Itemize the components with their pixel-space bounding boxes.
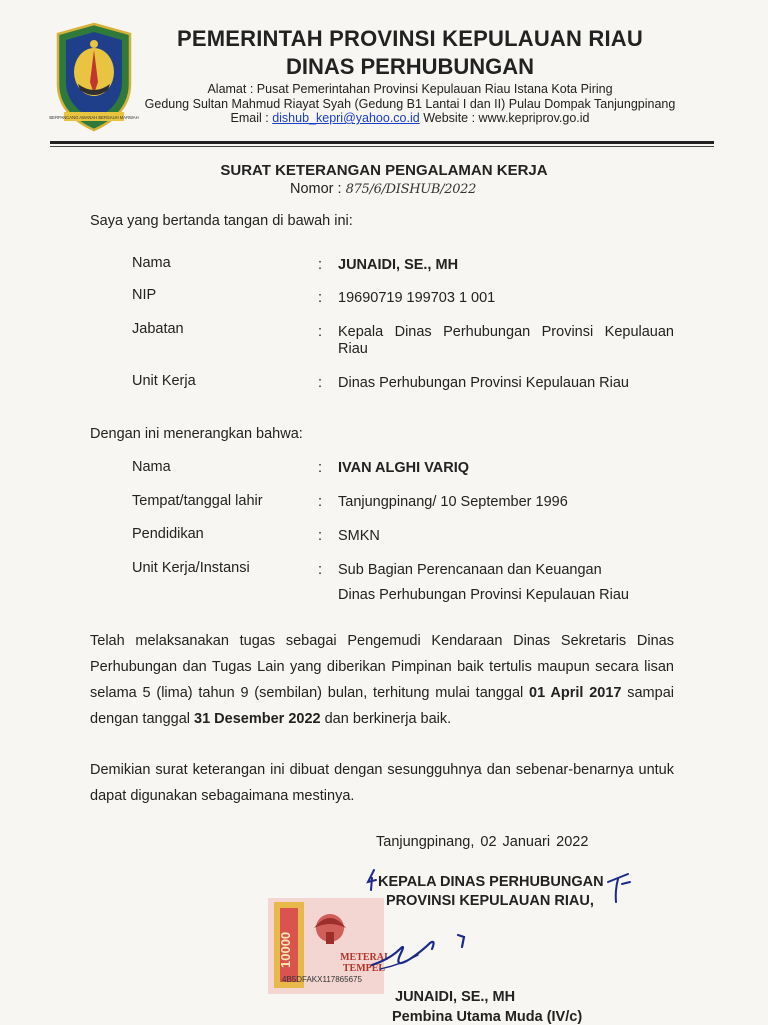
- address-line-1: Alamat : Pusat Pemerintahan Provinsi Kepulauan Riau Istana Kota Piring: [207, 82, 613, 96]
- body-paragraph-1: [90, 628, 674, 732]
- department-title: DINAS PERHUBUNGAN: [285, 54, 535, 79]
- handwritten-signature: [370, 925, 480, 985]
- nomor-handwritten-value: 875/6/DISHUB/2022: [345, 182, 477, 197]
- signer-position-line-1: Kepala Dinas Perhubungan Provinsi Kepulauan: [338, 324, 674, 340]
- place-date: Tanjungpinang, 02 Januari 2022: [376, 834, 589, 850]
- subject-unit-line-1: Sub Bagian Perencanaan dan Keuangan: [338, 562, 602, 578]
- colon: :: [318, 290, 323, 306]
- email-link[interactable]: dishub_kepri@yahoo.co.id: [272, 111, 420, 125]
- signatory-name: JUNAIDI, SE., MH: [395, 989, 516, 1005]
- meterai-value: 10000: [278, 931, 293, 968]
- document-number: [290, 181, 476, 197]
- paraf-mark-icon: [604, 870, 632, 904]
- signer-position-label: Jabatan: [132, 321, 184, 337]
- subject-education: SMKN: [338, 528, 380, 544]
- website-link[interactable]: www.kepriprov.go.id: [478, 111, 590, 125]
- email-label: Email :: [230, 111, 273, 125]
- nomor-label: Nomor :: [290, 181, 342, 197]
- colon: :: [318, 324, 323, 340]
- subject-name: IVAN ALGHI VARIQ: [338, 460, 470, 476]
- signatory-position-line-1: KEPALA DINAS PERHUBUNGAN: [378, 874, 604, 890]
- signatory-rank: Pembina Utama Muda (IV/c): [392, 1009, 583, 1025]
- meterai-label-2: TEMPEL: [342, 963, 386, 974]
- letterhead-rule-thin: [50, 146, 714, 147]
- subject-birth: Tanjungpinang/ 10 September 1996: [338, 494, 568, 510]
- letterhead-rule-thick: [50, 141, 714, 144]
- body-paragraph-2: Demikian surat keterangan ini dibuat dengan sesungguhnya dan sebenar-benarnya untuk dapat digunakan sebagaimana mestinya.: [90, 762, 674, 804]
- signer-nip: 19690719 199703 1 001: [338, 290, 496, 306]
- logo-motto: BERPANCANG AMANAH BERSAUH MARWAH: [49, 115, 139, 120]
- subject-unit-label: Unit Kerja/Instansi: [132, 560, 250, 576]
- document-title: SURAT KETERANGAN PENGALAMAN KERJA: [220, 162, 548, 179]
- meterai-label-1: METERAI: [340, 952, 388, 963]
- start-date: 01 April 2017: [529, 685, 622, 701]
- signer-intro: Saya yang bertanda tangan di bawah ini:: [90, 213, 353, 229]
- subject-unit-line-2: Dinas Perhubungan Provinsi Kepulauan Riau: [338, 587, 629, 603]
- colon: :: [318, 562, 323, 578]
- body-p1-text-1: Telah melaksanakan tugas sebagai Pengemudi Kendaraan Dinas Sekretaris Dinas Perhubungan dan Tugas Lain yang diberikan Pimpinan baik tertulis maupun secara lisan selama 5 (lima) tahun 9 (sembilan) bulan, terhitung mulai tanggal: [90, 633, 674, 701]
- signer-unit: Dinas Perhubungan Provinsi Kepulauan Riau: [338, 375, 629, 391]
- colon: :: [318, 528, 323, 544]
- colon: :: [318, 494, 323, 510]
- meterai-stamp: [268, 898, 388, 994]
- website-label: Website :: [419, 111, 479, 125]
- colon: :: [318, 460, 323, 476]
- body-p1-text-3: dan berkinerja baik.: [320, 711, 452, 727]
- subject-birth-label: Tempat/tanggal lahir: [132, 493, 263, 509]
- signatory-position-line-2: PROVINSI KEPULAUAN RIAU,: [386, 893, 594, 909]
- meterai-serial: 4B5DFAKX117865675: [282, 975, 362, 984]
- signer-nip-label: NIP: [132, 287, 157, 303]
- signer-position-line-2: Riau: [338, 341, 368, 357]
- subject-education-label: Pendidikan: [132, 526, 204, 542]
- signer-unit-label: Unit Kerja: [132, 373, 196, 389]
- address-line-2: Gedung Sultan Mahmud Riayat Syah (Gedung B1 Lantai I dan II) Pulau Dompak Tanjungpinang: [144, 97, 676, 111]
- signer-name: JUNAIDI, SE., MH: [338, 257, 459, 273]
- subject-name-label: Nama: [132, 459, 171, 475]
- contact-line: [120, 111, 700, 125]
- end-date: 31 Desember 2022: [194, 711, 321, 727]
- body-p1-text-2: sampai dengan tanggal: [90, 685, 674, 727]
- colon: :: [318, 257, 323, 273]
- colon: :: [318, 375, 323, 391]
- government-title: PEMERINTAH PROVINSI KEPULAUAN RIAU: [177, 26, 643, 51]
- subject-intro: Dengan ini menerangkan bahwa:: [90, 426, 303, 442]
- signer-name-label: Nama: [132, 255, 171, 271]
